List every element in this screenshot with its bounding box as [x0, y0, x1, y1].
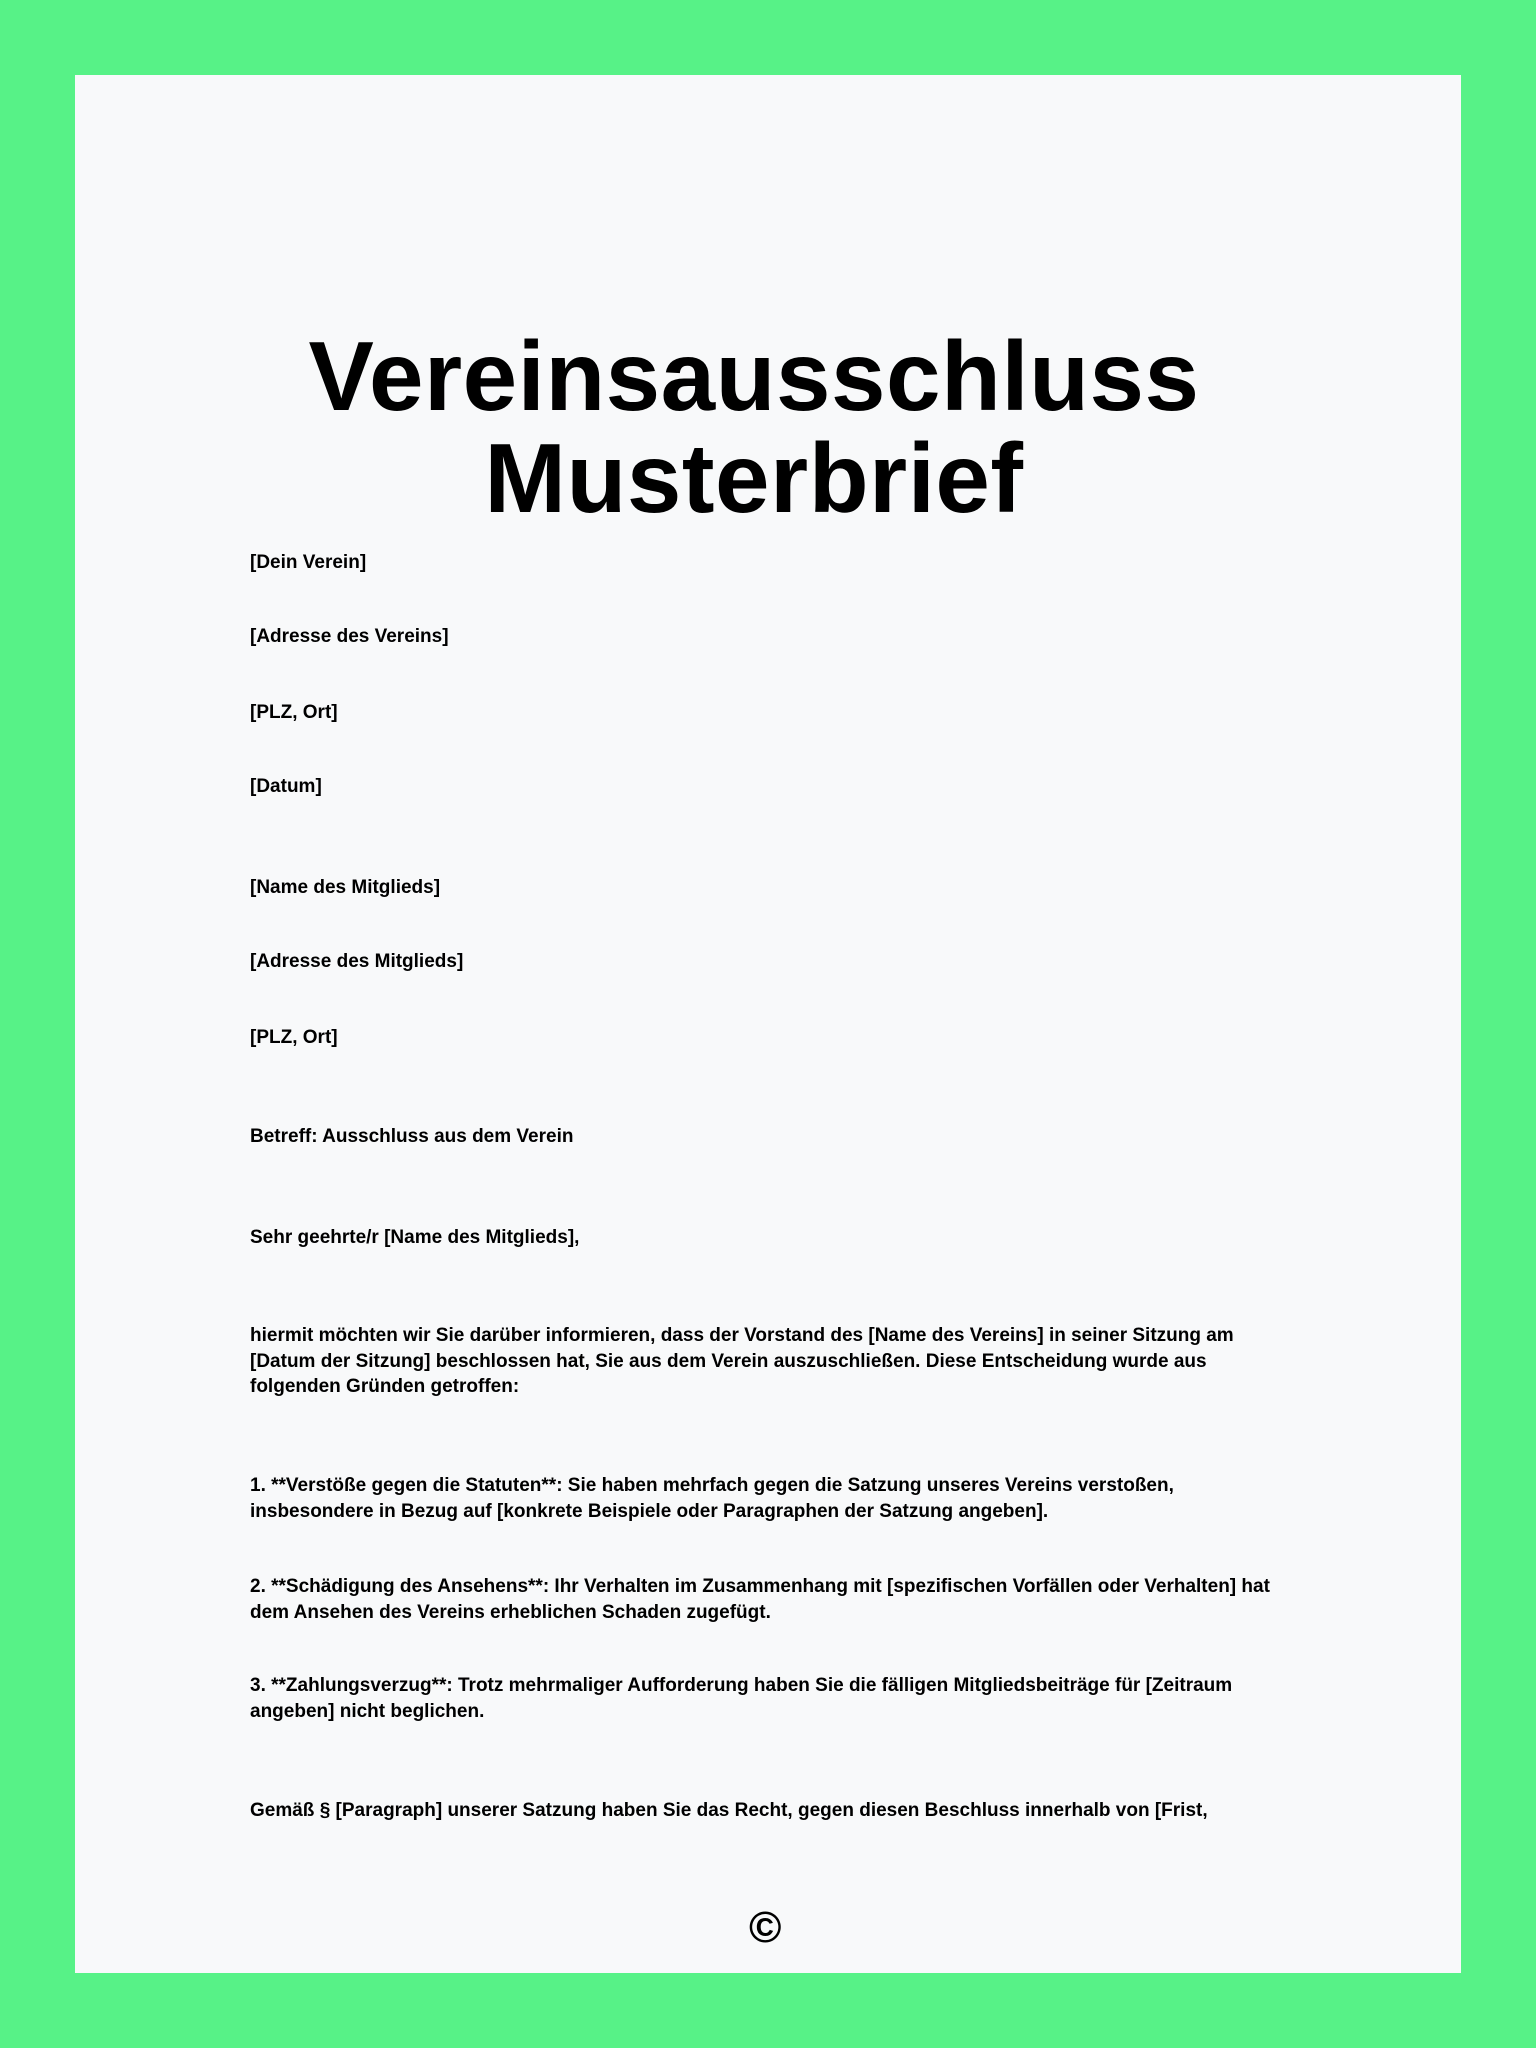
recipient-address: [Adresse des Mitglieds] — [250, 951, 464, 972]
salutation: Sehr geehrte/r [Name des Mitglieds], — [250, 1227, 580, 1248]
title-line-2: Musterbrief — [484, 423, 1024, 533]
sender-address: [Adresse des Vereins] — [250, 626, 449, 647]
reason-item: 2. **Schädigung des Ansehens**: Ihr Verhalten im Zusammenhang mit [spezifischen Vorfällen oder Verhalten] hat dem Ansehen des Vereins erheblichen Schaden zugefügt. — [250, 1576, 1270, 1623]
recipient-name: [Name des Mitglieds] — [250, 877, 441, 898]
subject-line: Betreff: Ausschluss aus dem Verein — [250, 1126, 574, 1147]
reason-item: 1. **Verstöße gegen die Statuten**: Sie haben mehrfach gegen die Satzung unseres Vereins verstoßen, insbesondere in Bezug auf [konkrete Beispiele oder Paragraphen der Satzung angeben]. — [250, 1475, 1174, 1522]
letter-date: [Datum] — [250, 776, 322, 797]
title-line-1: Vereinsausschluss — [308, 321, 1200, 431]
intro-paragraph: hiermit möchten wir Sie darüber informieren, dass der Vorstand des [Name des Vereins] in seiner Sitzung am [Datum der Sitzung] beschlossen hat, Sie aus dem Verein auszuschließen. Diese Entscheidung wurde aus folgenden Gründen getroffen: — [250, 1325, 1234, 1397]
sender-zip-city: [PLZ, Ort] — [250, 702, 338, 723]
sender-club: [Dein Verein] — [250, 552, 367, 573]
copyright-icon: © — [749, 1903, 782, 1952]
recipient-zip-city: [PLZ, Ort] — [250, 1027, 338, 1048]
reason-item: 3. **Zahlungsverzug**: Trotz mehrmaliger Aufforderung haben Sie die fälligen Mitgliedsbeiträge für [Zeitraum angeben] nicht beglichen. — [250, 1675, 1233, 1722]
document-title — [75, 321, 1433, 533]
appeal-paragraph: Gemäß § [Paragraph] unserer Satzung haben Sie das Recht, gegen diesen Beschluss innerhalb von [Frist, — [250, 1800, 1208, 1821]
